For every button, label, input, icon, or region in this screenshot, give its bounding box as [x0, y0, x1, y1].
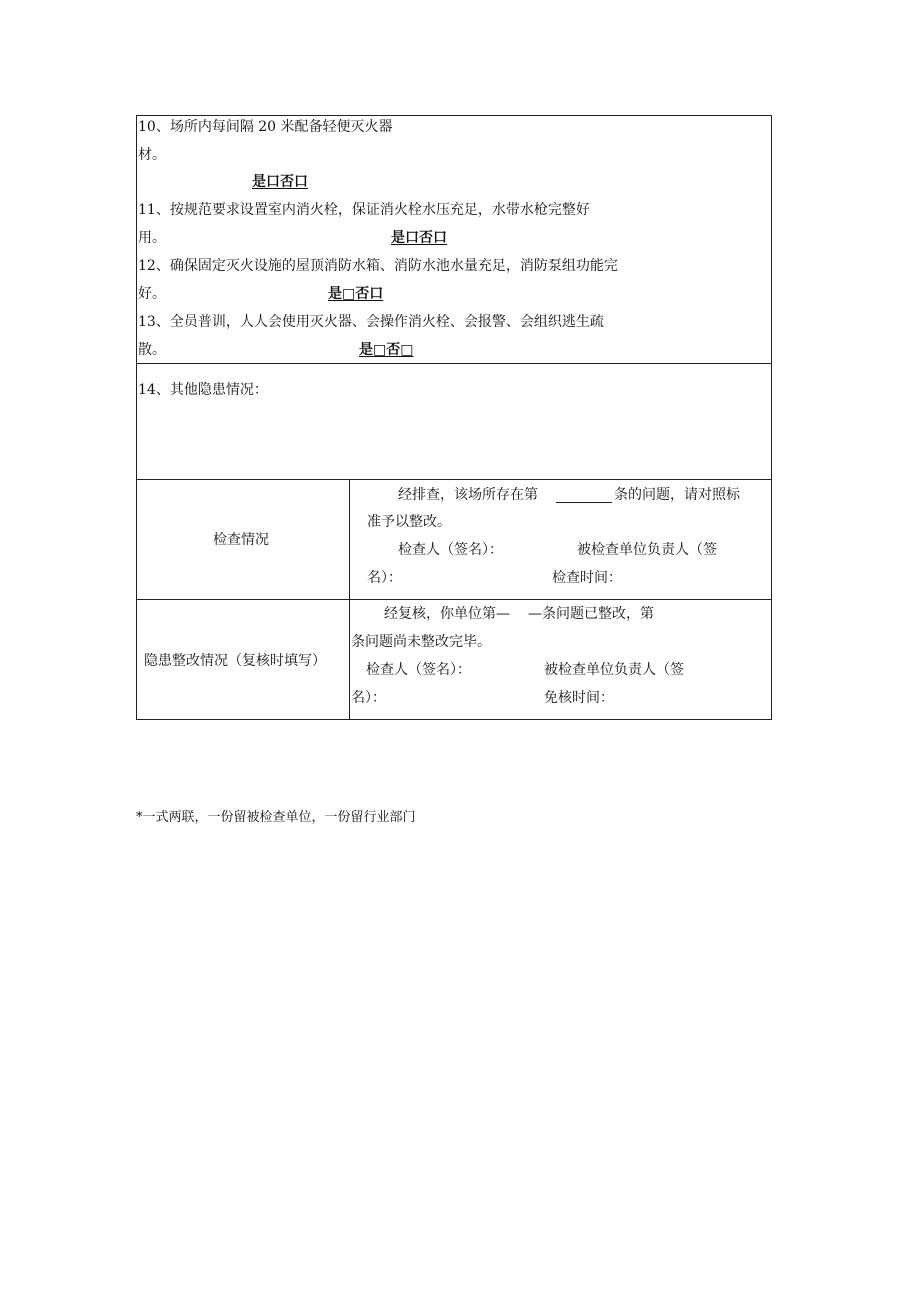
- item13-yes-no-choice[interactable]: 是□否□: [359, 342, 414, 358]
- item12-text-line1: 12、确保固定灭火设施的屋顶消防水箱、消防水池水量充足，消防泵组功能完: [138, 258, 618, 274]
- rectification-line1-start: 经复核，你单位第—: [384, 606, 510, 622]
- row-divider-1: [136, 363, 772, 364]
- row-divider-2: [136, 479, 772, 480]
- item10-yes-no-choice[interactable]: 是口否口: [252, 174, 308, 190]
- inspection-item-number-blank[interactable]: [556, 488, 612, 503]
- inspection-line2: 准予以整改。: [367, 514, 451, 530]
- item10-text-line1: 10、场所内每间隔 20 米配备轻便灭火器: [138, 119, 393, 135]
- inspection-label: 检查情况: [213, 532, 269, 548]
- item11-text-line2: 用。: [138, 230, 166, 246]
- rectification-signature-end: 名）：: [351, 690, 386, 706]
- rectification-unit-head-signature[interactable]: 被检查单位负责人（签: [544, 662, 684, 678]
- rectification-inspector-signature[interactable]: 检查人（签名）：: [366, 662, 471, 678]
- inspection-time[interactable]: 检查时间：: [552, 570, 622, 586]
- item13-text-line1: 13、全员普训，人人会使用灭火器、会操作消火栓、会报警、会组织逃生疏: [138, 314, 604, 330]
- row-divider-3: [136, 599, 772, 600]
- inspection-unit-head-signature[interactable]: 被检查单位负责人（签: [577, 542, 717, 558]
- rectification-time[interactable]: 免核时间：: [544, 690, 614, 706]
- other-hazards-field[interactable]: [138, 402, 768, 476]
- item11-text-line1: 11、按规范要求设置室内消火栓，保证消火栓水压充足，水带水枪完整好: [138, 202, 590, 218]
- rectification-label: 隐患整改情况（复核时填写）: [144, 653, 326, 669]
- rectification-line2: 条问题尚未整改完毕。: [351, 634, 491, 650]
- item11-yes-no-choice[interactable]: 是口否口: [391, 230, 447, 246]
- inspection-line1-end: 条的问题，请对照标: [614, 487, 740, 503]
- other-hazards-label: 14、其他隐患情况：: [138, 382, 268, 398]
- footnote: *一式两联，一份留被检查单位，一份留行业部门: [136, 810, 416, 825]
- item13-text-line2: 散。: [138, 342, 166, 358]
- inspection-line1-start: 经排查，该场所存在第: [398, 487, 538, 503]
- inspection-signature-end: 名）：: [367, 570, 402, 586]
- item12-text-line2: 好。: [138, 286, 166, 302]
- item12-yes-no-choice[interactable]: 是□否口: [328, 286, 384, 302]
- inspection-inspector-signature[interactable]: 检查人（签名）：: [398, 542, 503, 558]
- column-divider: [349, 479, 350, 720]
- item10-text-line2: 材。: [138, 147, 166, 163]
- rectification-line1-end: —条问题已整改，第: [528, 606, 654, 622]
